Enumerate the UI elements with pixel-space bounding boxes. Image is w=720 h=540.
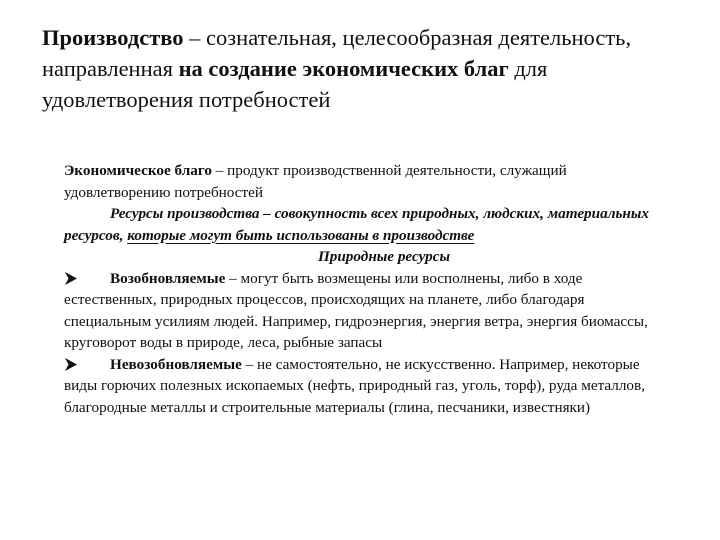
arrowhead-bullet-icon xyxy=(64,271,78,286)
slide-body xyxy=(64,160,664,418)
term-economic-good: Экономическое благо xyxy=(64,162,212,179)
heading-term-production: Производство xyxy=(42,25,184,50)
definition-resources-text: – совокупность всех природных, людских, материальных ресурсов, xyxy=(64,205,649,244)
list-item-renewable xyxy=(64,268,664,354)
heading-text-1: – сознательная, целесообразная деятельность, направленная xyxy=(42,25,632,81)
definition-resources xyxy=(64,203,664,246)
heading-text-2: для удовлетворения потребностей xyxy=(42,56,548,112)
arrowhead-bullet-icon xyxy=(64,357,78,372)
natural-resources-title: Природные ресурсы xyxy=(317,248,451,265)
term-resources: Ресурсы производства xyxy=(110,205,260,222)
nonrenewable-text: – не самостоятельно, не искусственно. Например, некоторые виды горючих полезных ископаемых (нефть, природный газ, уголь, торф), руда металлов, благородные металлы и строительные материалы (глина, песчаники, известняки) xyxy=(64,355,645,416)
renewable-text: – могут быть возмещены или восполнены, либо в ходе естественных, природных процессов, происходящих на планете, либо благодаря специальным усилиям людей. Например, гидроэнергия, энергия ветра, энергия биомассы, круговорот воды в природе, леса, рыбные запасы xyxy=(64,269,648,351)
term-nonrenewable: Невозобновляемые xyxy=(110,355,242,373)
heading-term-goods: на создание экономических благ xyxy=(178,56,509,81)
definition-economic-good-text: – продукт производственной деятельности, служащий удовлетворению потребностей xyxy=(64,162,567,201)
list-item-nonrenewable xyxy=(64,354,664,419)
term-renewable: Возобновляемые xyxy=(110,269,226,287)
definition-economic-good xyxy=(64,160,664,203)
slide-heading xyxy=(42,22,692,115)
definition-resources-underlined: которые могут быть использованы в производстве xyxy=(127,226,475,244)
